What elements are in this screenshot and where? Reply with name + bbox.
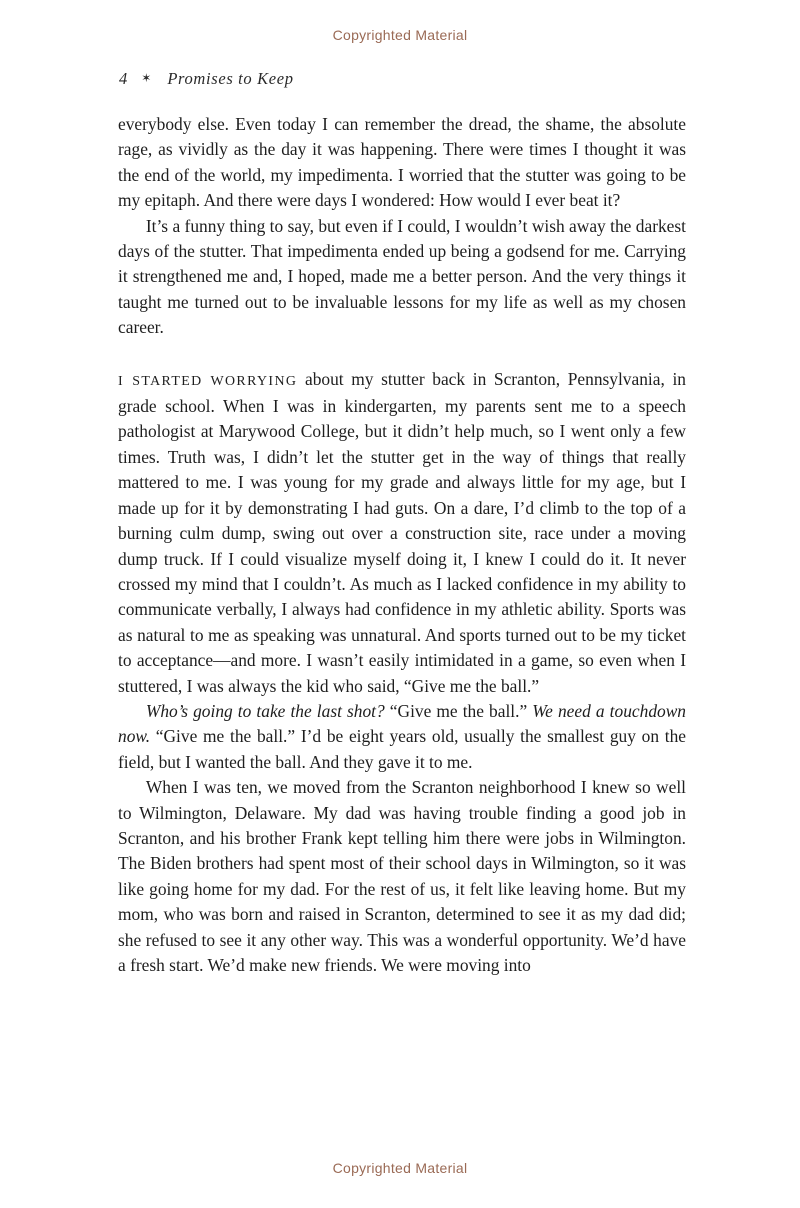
- page-body: [118, 112, 686, 978]
- page-header: [119, 69, 294, 89]
- copyright-notice-top: Copyrighted Material: [332, 27, 468, 43]
- star-ornament-icon: ✶: [141, 71, 152, 85]
- running-head-title: Promises to Keep: [167, 69, 294, 88]
- text-run: It’s a funny thing to say, but even if I could, I wouldn’t wish away the darkest days of the stutter. That impedimenta ended up being a godsend for me. Carrying it strengthened me and, I hoped, made me a better person. And the very things it taught me turned out to be invaluable lessons for my life as well as my chosen career.: [118, 215, 686, 338]
- text-run: “Give me the ball.” I’d be eight years old, usually the smallest guy on the field, but I wanted the ball. And they gave it to me.: [118, 726, 686, 772]
- paragraph: [118, 214, 686, 341]
- paragraph: [118, 367, 686, 699]
- text-run: everybody else. Even today I can remember the dread, the shame, the absolute rage, as vividly as the day it was happening. There were times I thought it was the end of the world, my impedimenta. I worried that the stutter was going to be my epitaph. And there were days I wondered: How would I ever beat it?: [118, 114, 686, 211]
- text-run: I STARTED WORRYING: [118, 373, 298, 389]
- copyright-notice-bottom: Copyrighted Material: [332, 1160, 468, 1176]
- text-run: We need a touchdown now.: [118, 700, 687, 747]
- page-number: 4: [119, 69, 128, 88]
- text-run: Who’s going to take the last shot?: [145, 700, 385, 721]
- text-run: When I was ten, we moved from the Scranton neighborhood I knew so well to Wilmington, Delaware. My dad was having trouble finding a good job in Scranton, and his brother Frank kept telling him there were jobs in Wilmington. The Biden brothers had spent most of their school days in Wilmington, so it was like going home for my dad. For the rest of us, it felt like leaving home. But my mom, who was born and raised in Scranton, determined to see it as my dad did; she refused to see it any other way. This was a wonderful opportunity. We’d have a fresh start. We’d make new friends. We were moving into: [118, 777, 686, 975]
- text-run: about my stutter back in Scranton, Pennsylvania, in grade school. When I was in kindergarten, my parents sent me to a speech pathologist at Marywood College, but it didn’t help much, so I went only a few times. Truth was, I didn’t let the stutter get in the way of things that really mattered to me. I was young for my grade and always little for my age, but I made up for it by demonstrating I had guts. On a dare, I’d climb to the top of a burning culm dump, swing out over a construction site, race under a moving dump truck. If I could visualize myself doing it, I knew I could do it. It never crossed my mind that I couldn’t. As much as I lacked confidence in my ability to communicate verbally, I always had confidence in my athletic ability. Sports was as natural to me as speaking was unnatural. And sports turned out to be my ticket to acceptance—and more. I wasn’t easily intimidated in a game, so even when I stuttered, I was always the kid who said, “Give me the ball.”: [118, 368, 686, 696]
- paragraph: [118, 775, 686, 978]
- paragraph: [118, 699, 686, 775]
- paragraph: [118, 112, 686, 214]
- text-run: “Give me the ball.”: [384, 700, 533, 721]
